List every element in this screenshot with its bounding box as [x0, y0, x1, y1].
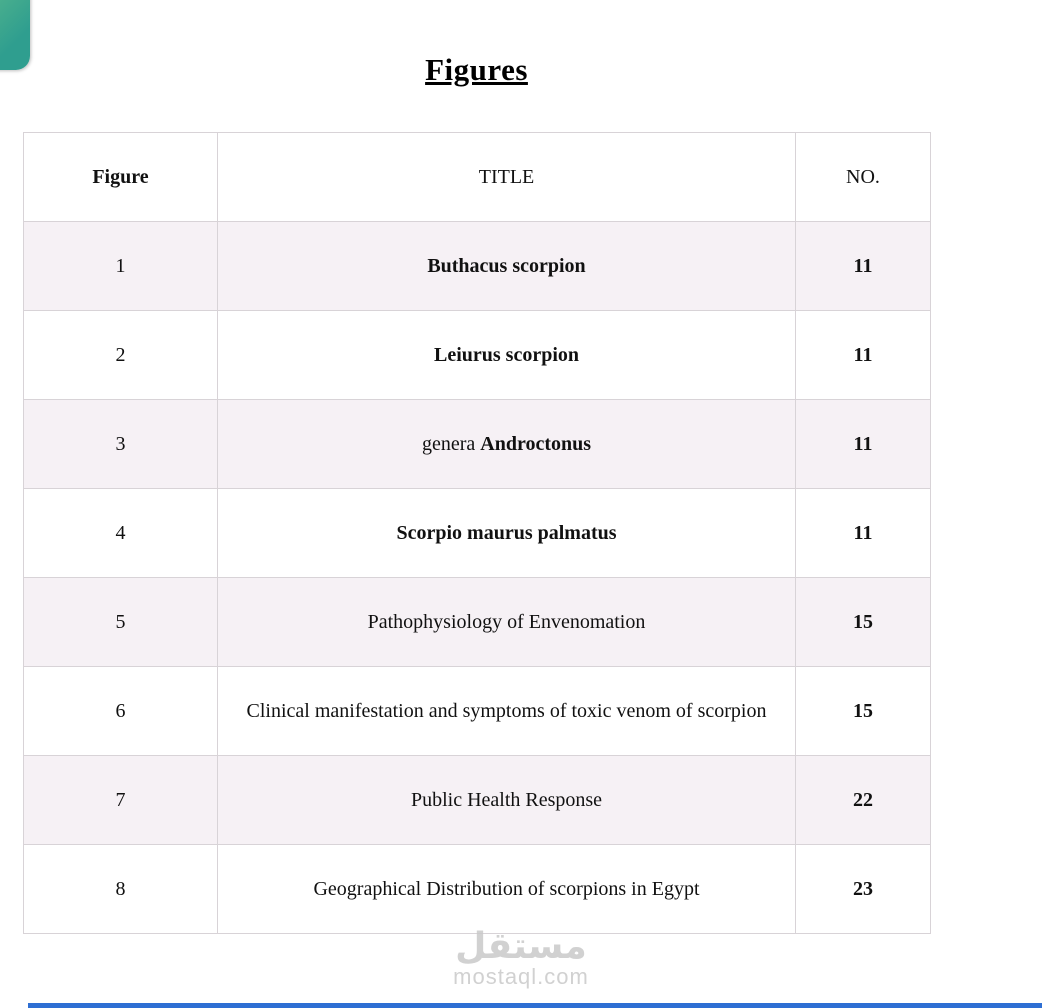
- header-no: NO.: [796, 133, 931, 222]
- figures-table: [23, 132, 931, 934]
- figure-number-cell: 7: [24, 756, 218, 845]
- page-number-cell: 11: [796, 311, 931, 400]
- table-row: [24, 756, 931, 845]
- figure-title-cell: [218, 845, 796, 934]
- table-row: [24, 845, 931, 934]
- page-number-cell: 11: [796, 489, 931, 578]
- page-number-cell: 11: [796, 222, 931, 311]
- page-number-cell: 15: [796, 578, 931, 667]
- figure-title-cell: [218, 667, 796, 756]
- table-row: [24, 222, 931, 311]
- figure-title-cell: [218, 400, 796, 489]
- figure-number-cell: 8: [24, 845, 218, 934]
- table-row: [24, 400, 931, 489]
- figure-title-cell: [218, 311, 796, 400]
- table-row: [24, 489, 931, 578]
- header-figure: Figure: [24, 133, 218, 222]
- document-page: [23, 0, 930, 934]
- title-text-regular: Public Health Response: [410, 789, 603, 811]
- figure-number-cell: 6: [24, 667, 218, 756]
- figure-title-cell: [218, 222, 796, 311]
- page-number-cell: 23: [796, 845, 931, 934]
- table-row: [24, 311, 931, 400]
- table-row: [24, 667, 931, 756]
- figure-number-cell: 4: [24, 489, 218, 578]
- title-text-bold: Buthacus scorpion: [427, 255, 586, 277]
- bottom-blue-divider: [28, 1003, 1042, 1008]
- figure-title-cell: [218, 578, 796, 667]
- title-text-bold: Scorpio maurus palmatus: [396, 522, 617, 544]
- title-text-bold: Leiurus scorpion: [433, 344, 580, 366]
- figure-title-cell: [218, 756, 796, 845]
- title-text-regular: Clinical manifestation and symptoms of toxic venom of scorpion: [246, 700, 767, 722]
- table-row: [24, 578, 931, 667]
- header-title: TITLE: [218, 133, 796, 222]
- figure-number-cell: 2: [24, 311, 218, 400]
- title-text-regular: genera: [421, 433, 481, 455]
- table-header-row: [24, 133, 931, 222]
- watermark-arabic-text: مستقل: [455, 926, 587, 967]
- corner-logo-shape: [0, 0, 30, 70]
- watermark-latin-text: mostaql.com: [453, 964, 589, 989]
- page-title: Figures: [425, 52, 528, 87]
- figure-number-cell: 1: [24, 222, 218, 311]
- title-text-bold: Androctonus: [480, 433, 592, 455]
- page-number-cell: 22: [796, 756, 931, 845]
- title-text-regular: Pathophysiology of Envenomation: [367, 611, 646, 633]
- page-number-cell: 11: [796, 400, 931, 489]
- site-watermark: [0, 926, 1042, 990]
- figure-number-cell: 3: [24, 400, 218, 489]
- page-number-cell: 15: [796, 667, 931, 756]
- figure-number-cell: 5: [24, 578, 218, 667]
- title-text-regular: Geographical Distribution of scorpions in Egypt: [313, 878, 700, 900]
- figure-title-cell: [218, 489, 796, 578]
